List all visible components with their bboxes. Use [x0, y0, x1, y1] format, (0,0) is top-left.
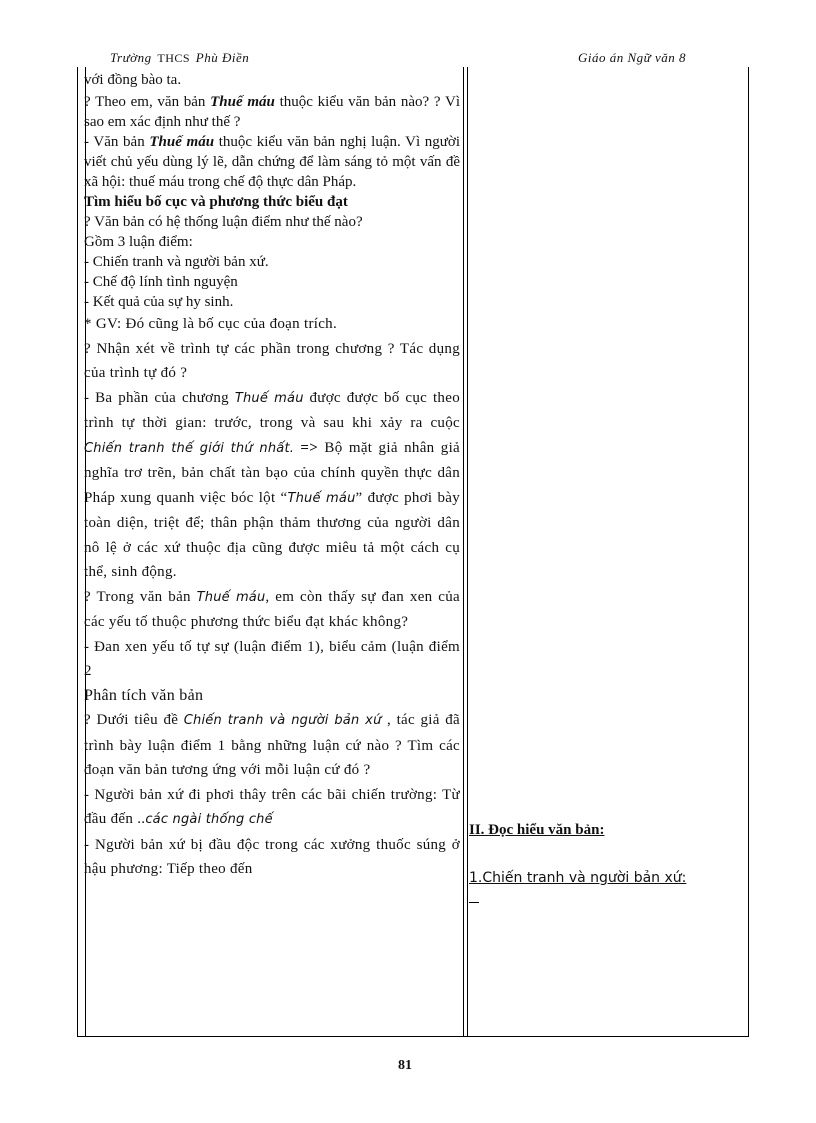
- table-divider: [467, 67, 468, 1036]
- question-war-natives: ? Dưới tiêu đề Chiến tranh và người bản xứ , tác giả đã trình bày luận điểm 1 bằng những luận cứ nào ? Tìm các đoạn văn bản tương ứng với mỗi luận cứ đó ?: [84, 712, 460, 778]
- text-line: với đồng bào ta.: [84, 72, 182, 88]
- teacher-note: * GV: Đó cũng là bố cục của đoạn trích.: [84, 316, 338, 332]
- question-text-type: ? Theo em, văn bản Thuế máu thuộc kiểu văn bản nào? ? Vì sao em xác định như thế ?: [84, 94, 460, 130]
- heading-analysis: Phân tích văn bản: [84, 686, 204, 704]
- table-divider: [463, 67, 464, 1036]
- header-subject: Giáo án Ngữ văn 8: [578, 50, 687, 65]
- heading-structure: Tìm hiểu bố cục và phương thức biểu đạt: [84, 194, 348, 210]
- answer-argument-1: - Người bản xứ đi phơi thây trên các bãi chiến trường: Từ đầu đến ..các ngài thống chế: [84, 786, 460, 827]
- header-school-prefix: Trường: [110, 50, 152, 65]
- answer-order: - Ba phần của chương Thuế máu được được bố cục theo trình tự thời gian: trước, trong và sau khi xảy ra cuộc Chiến tranh thế giới thứ nhất. => Bộ mặt giả nhân giả nghĩa trơ trẽn, bản chất tàn bạo của chính quyền thực dân Pháp xung quanh việc bóc lột “Thuế máu” được phơi bày toàn diện, triệt để; thân phận thảm thương của người dân nô lệ ở các xứ thuộc địa cũng được miêu tả một cách cụ thể, sinh động.: [84, 389, 461, 580]
- header-school-name: Phù Điền: [195, 50, 250, 65]
- subsection-title: 1.Chiến tranh và người bản xứ:: [469, 870, 687, 886]
- section-title: II. Đọc hiểu văn bản:: [469, 822, 605, 838]
- question-arguments: ? Văn bản có hệ thống luận điểm như thế nào?: [84, 214, 363, 230]
- list-item: - Chế độ lính tình nguyện: [84, 274, 238, 290]
- left-column: [84, 70, 460, 882]
- list-item: - Kết quả của sự hy sinh.: [84, 294, 234, 310]
- answer-arguments: Gồm 3 luận điểm:: [84, 234, 193, 250]
- answer-argument-2: - Người bản xứ bị đầu độc trong các xưởng thuốc súng ở hậu phương: Tiếp theo đến: [84, 836, 460, 877]
- page-number: 81: [398, 1058, 412, 1073]
- answer-text-type: - Văn bản Thuế máu thuộc kiểu văn bản nghị luận. Vì người viết chủ yếu dùng lý lẽ, dẫn chứng để làm sáng tỏ một vấn đề xã hội: thuế máu trong chế độ thực dân Pháp.: [84, 134, 461, 190]
- underline-mark: [469, 902, 479, 903]
- question-order: ? Nhận xét về trình tự các phần trong chương ? Tác dụng của trình tự đó ?: [84, 340, 460, 381]
- question-modes: ? Trong văn bản Thuế máu, em còn thấy sự đan xen của các yếu tố thuộc phương thức biểu đạt khác không?: [84, 588, 460, 630]
- answer-modes: - Đan xen yếu tố tự sự (luận điểm 1), biểu cảm (luận điểm 2: [84, 638, 460, 679]
- list-item: - Chiến tranh và người bản xứ.: [84, 254, 269, 270]
- header-school-abbr: THCS: [157, 51, 191, 65]
- header-school: [110, 50, 249, 66]
